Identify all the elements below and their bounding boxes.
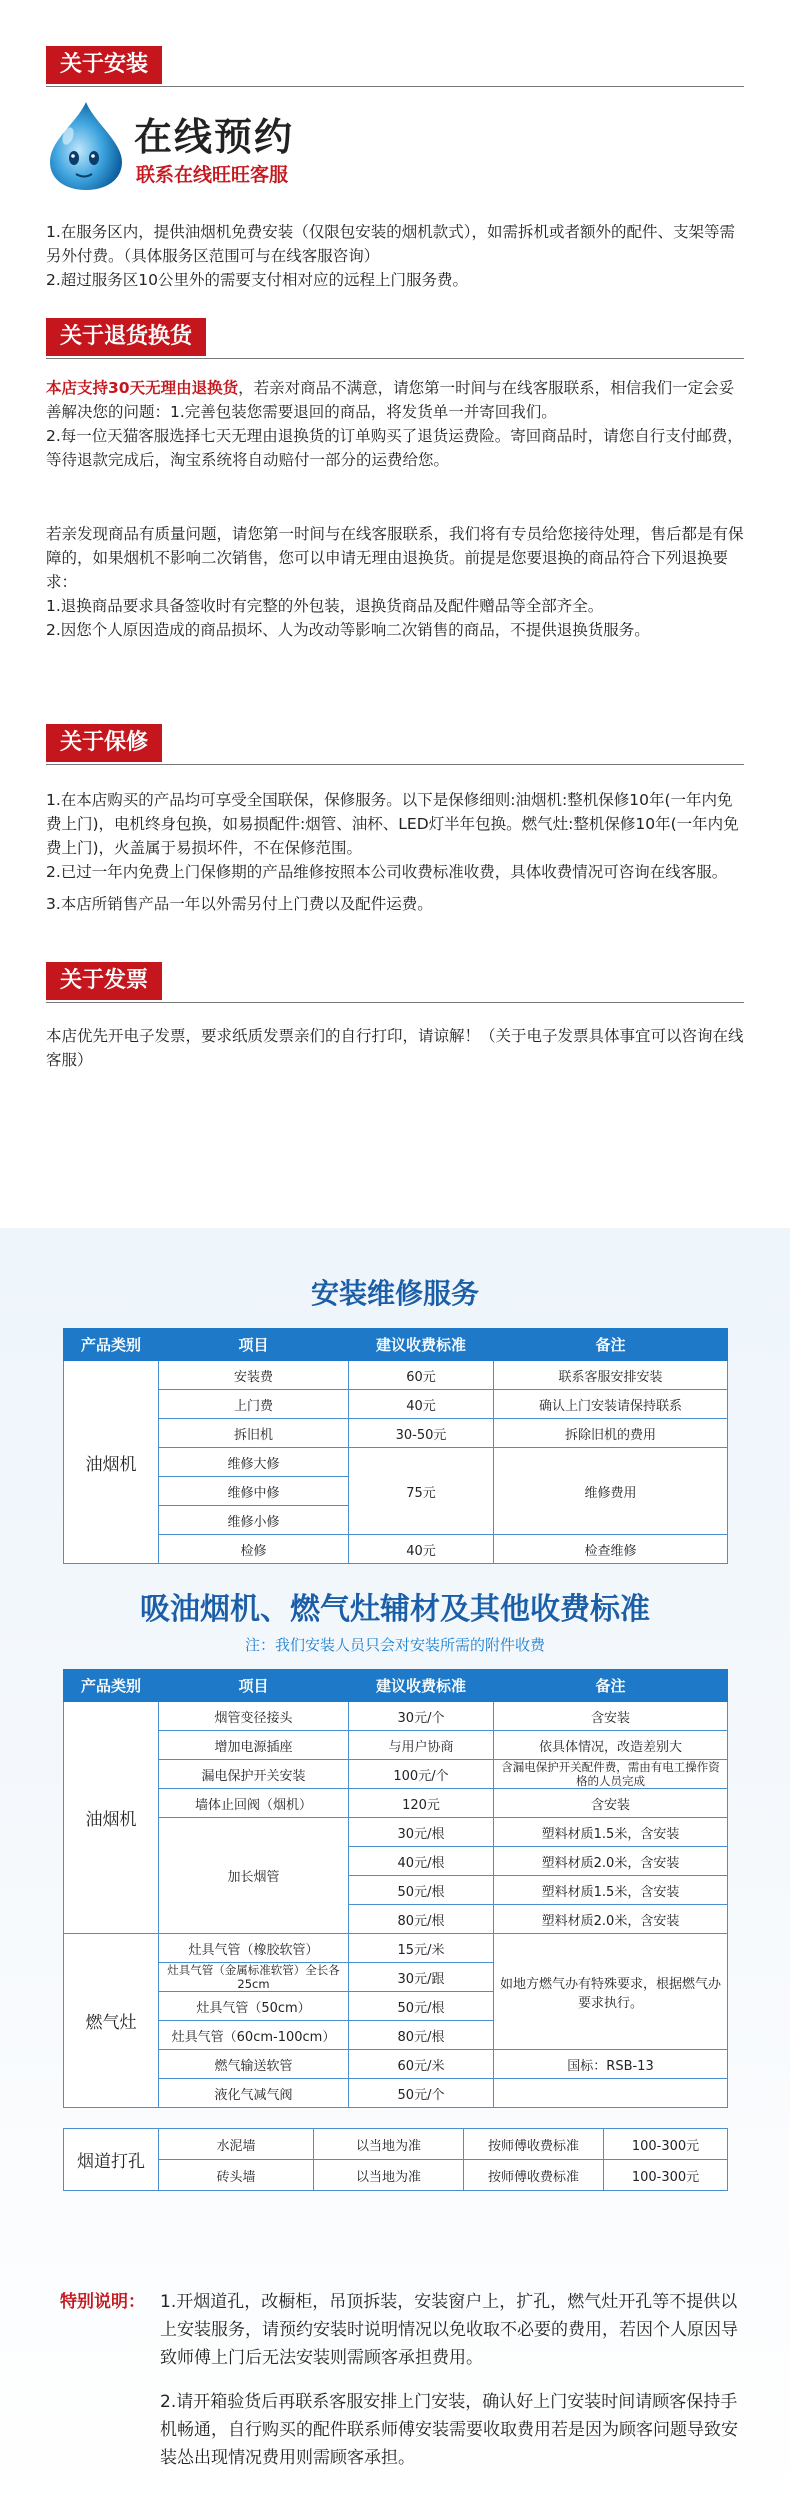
fee-cell: 50元/根	[349, 1876, 494, 1905]
col-header: 产品类别	[64, 1329, 159, 1361]
col-header: 备注	[494, 1670, 728, 1702]
fee-cell: 50元/根	[349, 1992, 494, 2021]
special-paragraph-2: 2.请开箱验货后再联系客服安排上门安装，确认好上门安装时间请顾客保持手机畅通，自行购买的配件联系师傅安装需要收取费用若是因为顾客问题导致安装怂出现情况费用则需顾客承担。	[160, 2392, 738, 2468]
note-cell: 如地方燃气办有特殊要求，根据燃气办要求执行。	[494, 1934, 728, 2050]
category-cell: 烟道打孔	[64, 2129, 159, 2191]
fee-cell: 30元/跟	[349, 1963, 494, 1992]
returns-paragraph-5: 2.因您个人原因造成的商品损坏、人为改动等影响二次销售的商品，不提供退换货服务。	[46, 621, 650, 639]
special-notes	[60, 2288, 740, 2472]
fee-cell: 60元	[349, 1361, 494, 1390]
table-row	[64, 1702, 728, 1731]
item-cell: 燃气输送软管	[159, 2050, 349, 2079]
special-paragraph-1: 1.开烟道孔，改橱柜，吊顶拆装，安装窗户上，扩孔，燃气灶开孔等不提供以上安装服务，请预约安装时说明情况以免收取不必要的费用，若因个人原因导致师傅上门后无法安装则需顾客承担费用。	[160, 2292, 738, 2368]
table-row	[64, 1448, 728, 1477]
service-fee-table	[63, 1328, 728, 1564]
category-cell: 油烟机	[64, 1361, 159, 1564]
table-row	[64, 1731, 728, 1760]
category-cell: 燃气灶	[64, 1934, 159, 2108]
note-cell: 依具体情况，改造差别大	[494, 1731, 728, 1760]
service-table-title: 安装维修服务	[310, 1277, 479, 1310]
note-cell: 确认上门安装请保持联系	[494, 1390, 728, 1419]
fee-cell: 40元	[349, 1390, 494, 1419]
note-cell: 塑料材质1.5米，含安装	[494, 1818, 728, 1847]
fee-cell: 80元/根	[349, 1905, 494, 1934]
col-header: 项目	[159, 1670, 349, 1702]
fee-cell: 100元/个	[349, 1760, 494, 1789]
returns-paragraph-2: 2.每一位天猫客服选择七天无理由退换货的订单购买了退货运费险。寄回商品时，请您自行支付邮费，等待退款完成后，淘宝系统将自动赔付一部分的运费给您。	[46, 427, 743, 469]
item-cell: 砖头墙	[159, 2160, 314, 2191]
col-header: 建议收费标准	[349, 1670, 494, 1702]
fee-table-title: 吸油烟机、燃气灶辅材及其他收费标准	[140, 1592, 650, 1627]
warranty-paragraph-2: 2.已过一年内免费上门保修期的产品维修按照本公司收费标准收费，具体收费情况可咨询在线客服。	[46, 863, 728, 881]
fee-cell: 100-300元	[604, 2129, 728, 2160]
item-cell: 按师傅收费标准	[464, 2129, 604, 2160]
policy-section	[0, 0, 790, 1072]
table-row	[64, 2129, 728, 2160]
item-cell: 灶具气管（橡胶软管）	[159, 1934, 349, 1963]
item-cell: 烟管变径接头	[159, 1702, 349, 1731]
divider	[46, 1002, 744, 1003]
fee-table-note: 注：我们安装人员只会对安装所需的附件收费	[244, 1636, 545, 1654]
note-cell: 含安装	[494, 1702, 728, 1731]
table-row	[64, 1760, 728, 1789]
item-cell: 水泥墙	[159, 2129, 314, 2160]
fee-cell: 40元	[349, 1535, 494, 1564]
warranty-heading: 关于保修	[46, 724, 162, 762]
item-cell: 以当地为准	[314, 2160, 464, 2191]
fee-cell: 30元/根	[349, 1818, 494, 1847]
item-cell: 增加电源插座	[159, 1731, 349, 1760]
fee-cell: 50元/个	[349, 2079, 494, 2108]
table-row	[64, 1934, 728, 1963]
item-cell: 安装费	[159, 1361, 349, 1390]
note-cell: 国标：RSB-13	[494, 2050, 728, 2079]
online-booking-subtitle: 联系在线旺旺客服	[136, 164, 289, 186]
fee-cell: 30-50元	[349, 1419, 494, 1448]
col-header: 项目	[159, 1329, 349, 1361]
note-cell: 塑料材质1.5米，含安装	[494, 1876, 728, 1905]
note-cell: 塑料材质2.0米，含安装	[494, 1847, 728, 1876]
note-cell: 含安装	[494, 1789, 728, 1818]
item-cell: 维修中修	[159, 1477, 349, 1506]
section-header-warranty	[46, 718, 744, 762]
returns-paragraph-3: 若亲发现商品有质量问题，请您第一时间与在线客服联系，我们将有专员给您接待处理，售后都是有保障的，如果烟机不影响二次销售，您可以申请无理由退换货。前提是您要退换的商品符合下列退换要求：	[46, 525, 744, 591]
install-heading: 关于安装	[46, 46, 162, 84]
table-row	[64, 2050, 728, 2079]
returns-paragraph-1-text: ，若亲对商品不满意，请您第一时间与在线客服联系，相信我们一定会妥善解决您的问题：1.完善包装您需要退回的商品，将发货单一并寄回我们。	[46, 379, 735, 421]
item-cell: 灶具气管（50cm）	[159, 1992, 349, 2021]
note-cell: 检查维修	[494, 1535, 728, 1564]
table-row	[64, 1390, 728, 1419]
item-cell: 加长烟管	[159, 1818, 349, 1934]
returns-highlight: 本店支持30天无理由退换货	[46, 379, 239, 397]
fee-cell: 15元/米	[349, 1934, 494, 1963]
item-cell: 维修大修	[159, 1448, 349, 1477]
returns-paragraph-4: 1.退换商品要求具备签收时有完整的外包装，退换货商品及配件赠品等全部齐全。	[46, 597, 604, 615]
note-cell: 联系客服安排安装	[494, 1361, 728, 1390]
warranty-paragraph-1: 1.在本店购买的产品均可享受全国联保，保修服务。以下是保修细则:油烟机:整机保修10年(一年内免费上门)，电机终身包换，如易损配件:烟管、油杯、LED灯半年包换。燃气灶:整机保修10年(一年内免费上门)，火盖属于易损坏件，不在保修范围。	[46, 791, 739, 857]
fee-cell: 40元/根	[349, 1847, 494, 1876]
fee-section	[0, 1228, 790, 2519]
divider	[46, 764, 744, 765]
col-header: 备注	[494, 1329, 728, 1361]
note-cell: 拆除旧机的费用	[494, 1419, 728, 1448]
table-row	[64, 2160, 728, 2191]
item-cell: 上门费	[159, 1390, 349, 1419]
divider	[46, 358, 744, 359]
category-cell: 油烟机	[64, 1702, 159, 1934]
section-header-returns	[46, 312, 744, 356]
online-booking-title: 在线预约	[134, 115, 295, 159]
online-booking-banner[interactable]	[46, 100, 744, 220]
warranty-paragraph-3: 3.本店所销售产品一年以外需另付上门费以及配件运费。	[46, 895, 433, 913]
section-header-install	[46, 40, 744, 84]
table-row	[64, 1789, 728, 1818]
returns-paragraph-1	[46, 376, 744, 424]
accessory-fee-table	[63, 1669, 728, 2108]
table-row	[64, 1818, 728, 1847]
install-paragraph-1: 1.在服务区内，提供油烟机免费安装（仅限包安装的烟机款式），如需拆机或者额外的配件、支架等需另外付费。（具体服务区范围可与在线客服咨询）	[46, 223, 736, 265]
item-cell: 液化气减气阀	[159, 2079, 349, 2108]
invoice-paragraph-1: 本店优先开电子发票，要求纸质发票亲们的自行打印，请谅解！（关于电子发票具体事宜可以咨询在线客服）	[46, 1027, 744, 1069]
fee-cell: 120元	[349, 1789, 494, 1818]
note-cell: 含漏电保护开关配件费，需由有电工操作资格的人员完成	[494, 1760, 728, 1789]
fee-cell: 80元/根	[349, 2021, 494, 2050]
table-row	[64, 1361, 728, 1390]
returns-heading: 关于退货换货	[46, 318, 206, 356]
item-cell: 维修小修	[159, 1506, 349, 1535]
table-row	[64, 1535, 728, 1564]
item-cell: 灶具气管（金属标准软管）全长各25cm	[159, 1963, 349, 1992]
table-row	[64, 2079, 728, 2108]
invoice-heading: 关于发票	[46, 962, 162, 1000]
item-cell: 检修	[159, 1535, 349, 1564]
item-cell: 按师傅收费标准	[464, 2160, 604, 2191]
item-cell: 漏电保护开关安装	[159, 1760, 349, 1789]
item-cell: 墙体止回阀（烟机）	[159, 1789, 349, 1818]
divider	[46, 86, 744, 87]
item-cell: 以当地为准	[314, 2129, 464, 2160]
item-cell: 灶具气管（60cm-100cm）	[159, 2021, 349, 2050]
fee-cell: 60元/米	[349, 2050, 494, 2079]
table-row	[64, 1419, 728, 1448]
special-label: 特别说明：	[60, 2292, 145, 2312]
note-cell: 维修费用	[494, 1448, 728, 1535]
item-cell: 拆旧机	[159, 1419, 349, 1448]
note-cell	[494, 2079, 728, 2108]
col-header: 建议收费标准	[349, 1329, 494, 1361]
install-paragraph-2: 2.超过服务区10公里外的需要支付相对应的远程上门服务费。	[46, 271, 469, 289]
water-drop-mascot-icon	[46, 100, 124, 192]
flue-drilling-table	[63, 2128, 728, 2191]
note-cell: 塑料材质2.0米，含安装	[494, 1905, 728, 1934]
fee-cell: 100-300元	[604, 2160, 728, 2191]
col-header: 产品类别	[64, 1670, 159, 1702]
fee-cell: 30元/个	[349, 1702, 494, 1731]
fee-cell: 75元	[349, 1448, 494, 1535]
fee-cell: 与用户协商	[349, 1731, 494, 1760]
section-header-invoice	[46, 956, 744, 1000]
